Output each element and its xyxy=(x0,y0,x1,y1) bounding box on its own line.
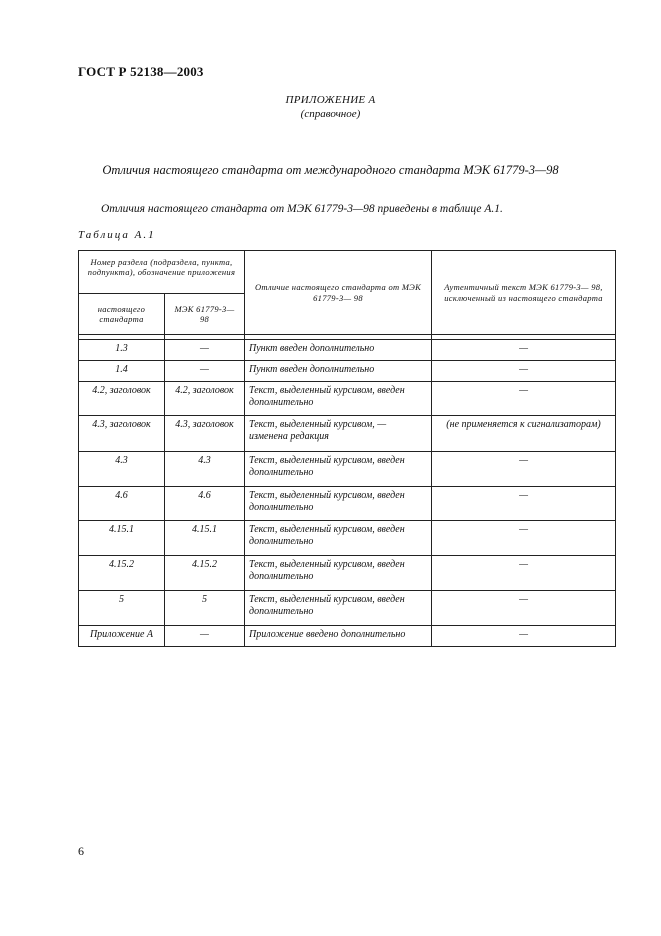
cell-this-number: 4.15.2 xyxy=(79,556,165,591)
cell-authentic-text: — xyxy=(432,556,616,591)
cell-iec-number: — xyxy=(165,361,245,382)
cell-difference: Пункт введен дополнительно xyxy=(245,361,432,382)
cell-difference: Текст, выделенный курсивом, введен дополнительно xyxy=(245,452,432,487)
table-row xyxy=(79,556,616,591)
header-this-standard: настоящего стандарта xyxy=(79,294,165,335)
section-heading: Отличия настоящего стандарта от международного стандарта МЭК 61779-3—98 xyxy=(102,163,559,177)
cell-difference: Текст, выделенный курсивом, введен дополнительно xyxy=(245,521,432,556)
table-row xyxy=(79,382,616,416)
cell-authentic-text: — xyxy=(432,382,616,416)
cell-authentic-text: — xyxy=(432,340,616,361)
cell-difference: Текст, выделенный курсивом, введен дополнительно xyxy=(245,591,432,626)
table-caption: Таблица А.1 xyxy=(78,229,156,241)
cell-iec-number: 4.3, заголовок xyxy=(165,416,245,452)
header-difference: Отличие настоящего стандарта от МЭК 61779-3— 98 xyxy=(245,251,432,335)
cell-iec-number: 4.15.2 xyxy=(165,556,245,591)
cell-difference: Текст, выделенный курсивом, введен дополнительно xyxy=(245,382,432,416)
cell-iec-number: — xyxy=(165,340,245,361)
table-row xyxy=(79,361,616,382)
table-row xyxy=(79,591,616,626)
cell-this-number: 4.15.1 xyxy=(79,521,165,556)
cell-authentic-text: — xyxy=(432,452,616,487)
cell-difference: Текст, выделенный курсивом, введен дополнительно xyxy=(245,487,432,521)
cell-iec-number: 4.3 xyxy=(165,452,245,487)
cell-authentic-text: — xyxy=(432,361,616,382)
table-row xyxy=(79,521,616,556)
cell-authentic-text: — xyxy=(432,487,616,521)
intro-paragraph: Отличия настоящего стандарта от МЭК 61779-3—98 приведены в таблице А.1. xyxy=(101,203,503,215)
document-id: ГОСТ Р 52138—2003 xyxy=(78,64,204,79)
cell-iec-number: 4.6 xyxy=(165,487,245,521)
cell-iec-number: 5 xyxy=(165,591,245,626)
cell-this-number: Приложение А xyxy=(79,626,165,647)
cell-difference: Текст, выделенный курсивом, — изменена редакция xyxy=(245,416,432,452)
cell-iec-number: — xyxy=(165,626,245,647)
cell-authentic-text: — xyxy=(432,521,616,556)
cell-authentic-text: (не применяется к сигнализаторам) xyxy=(432,416,616,452)
appendix-title: ПРИЛОЖЕНИЕ А xyxy=(285,94,376,106)
cell-iec-number: 4.2, заголовок xyxy=(165,382,245,416)
cell-this-number: 1.4 xyxy=(79,361,165,382)
cell-this-number: 4.3, заголовок xyxy=(79,416,165,452)
table-row xyxy=(79,487,616,521)
table-row xyxy=(79,416,616,452)
cell-difference: Пункт введен дополнительно xyxy=(245,340,432,361)
cell-this-number: 4.2, заголовок xyxy=(79,382,165,416)
header-authentic-text: Аутентичный текст МЭК 61779-3— 98, исключенный из настоящего стандарта xyxy=(432,251,616,335)
cell-authentic-text: — xyxy=(432,626,616,647)
cell-this-number: 1.3 xyxy=(79,340,165,361)
table-row xyxy=(79,452,616,487)
cell-authentic-text: — xyxy=(432,591,616,626)
header-iec-standard: МЭК 61779-3— 98 xyxy=(165,294,245,335)
page-number: 6 xyxy=(78,844,84,858)
cell-this-number: 4.6 xyxy=(79,487,165,521)
cell-iec-number: 4.15.1 xyxy=(165,521,245,556)
appendix-type: (справочное) xyxy=(300,108,361,120)
table-row xyxy=(79,626,616,647)
table-row xyxy=(79,340,616,361)
cell-difference: Приложение введено дополнительно xyxy=(245,626,432,647)
cell-difference: Текст, выделенный курсивом, введен дополнительно xyxy=(245,556,432,591)
differences-table xyxy=(78,250,616,647)
cell-this-number: 5 xyxy=(79,591,165,626)
cell-this-number: 4.3 xyxy=(79,452,165,487)
header-section-number-group: Номер раздела (подраздела, пункта, подпункта), обозначение приложения xyxy=(79,251,245,294)
